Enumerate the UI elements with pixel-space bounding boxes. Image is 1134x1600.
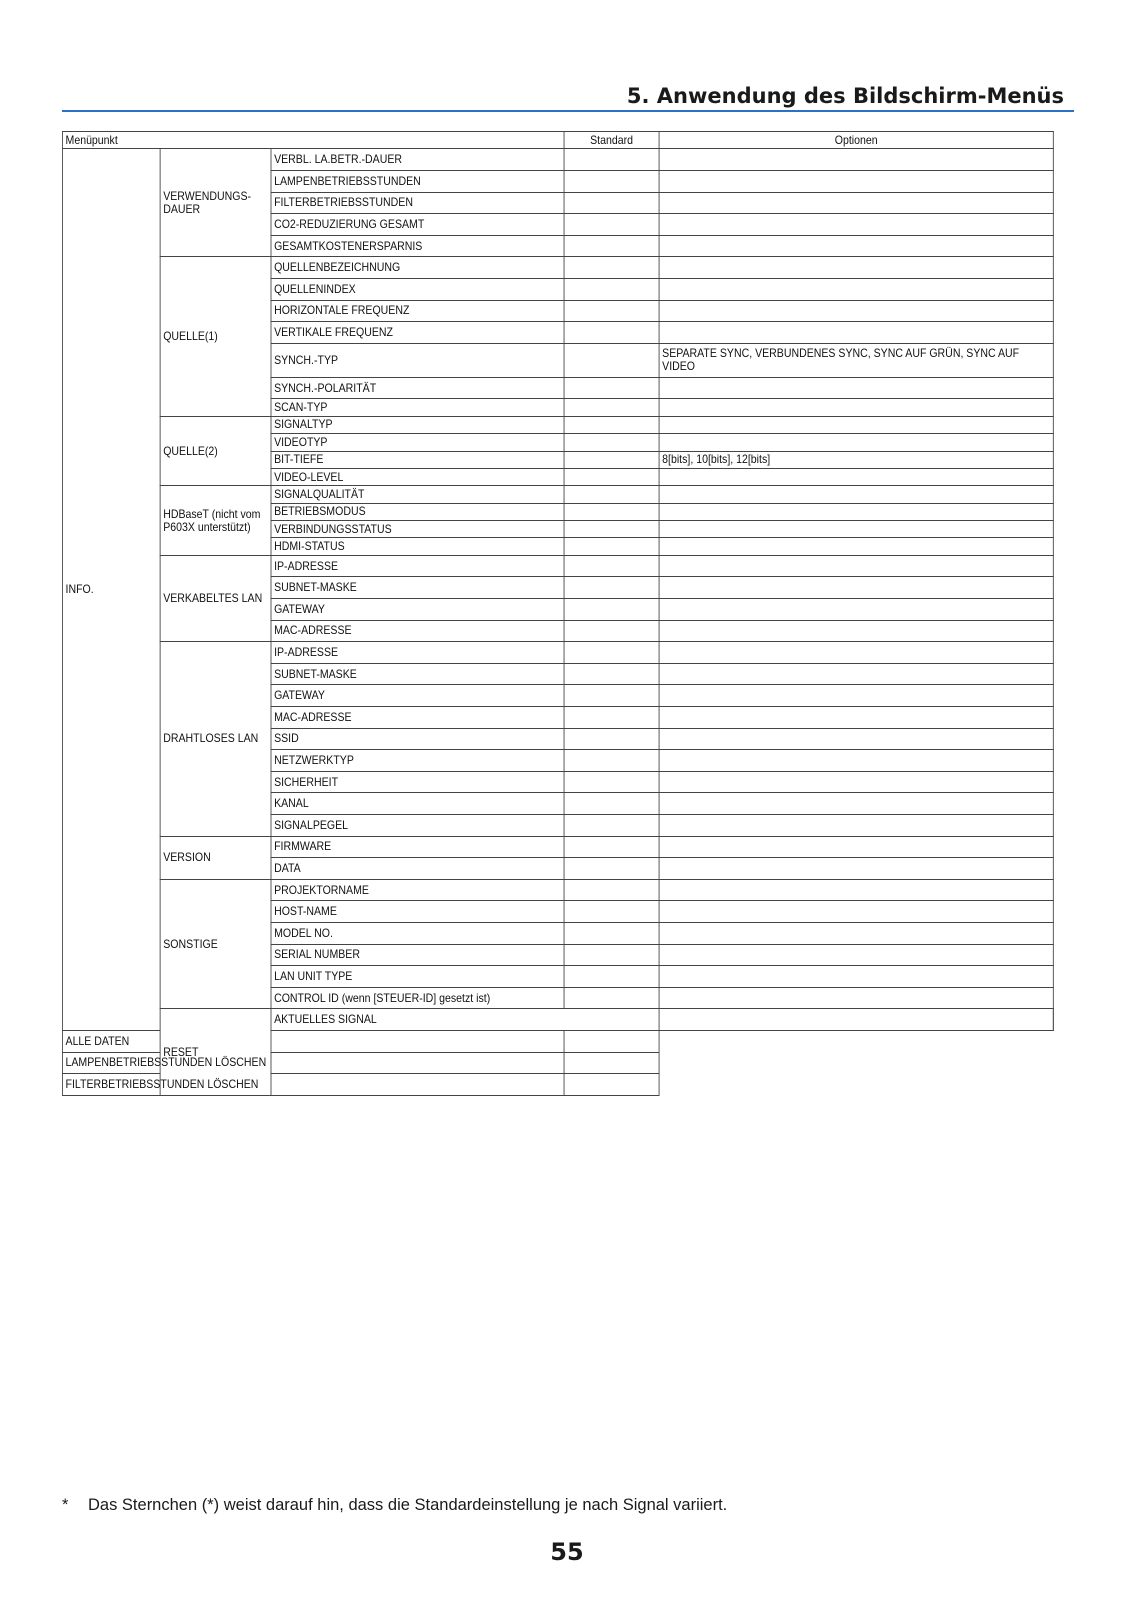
item-label: FILTERBETRIEBSSTUNDEN LÖSCHEN	[62, 1074, 271, 1096]
item-label: QUELLENBEZEICHNUNG	[271, 257, 564, 279]
standard-cell	[564, 503, 659, 520]
standard-cell	[564, 836, 659, 858]
standard-cell	[564, 343, 659, 377]
item-label: CO2-REDUZIERUNG GESAMT	[271, 214, 564, 236]
standard-cell	[564, 642, 659, 664]
item-label: SUBNET-MASKE	[271, 663, 564, 685]
options-cell	[659, 377, 1053, 399]
page-header-title: 5. Anwendung des Bildschirm-Menüs	[626, 84, 1064, 108]
standard-cell	[564, 451, 659, 468]
item-label: MAC-ADRESSE	[271, 620, 564, 642]
options-cell	[659, 434, 1053, 451]
item-label: NETZWERKTYP	[271, 750, 564, 772]
options-cell	[659, 503, 1053, 520]
table-row	[62, 149, 1053, 171]
header-options: Optionen	[659, 132, 1053, 149]
standard-cell	[564, 149, 659, 171]
standard-cell	[564, 793, 659, 815]
item-label: FILTERBETRIEBSSTUNDEN	[271, 192, 564, 214]
options-cell	[659, 858, 1053, 880]
footnote	[62, 1496, 727, 1515]
standard-cell	[564, 771, 659, 793]
standard-cell	[564, 663, 659, 685]
item-label: DATA	[271, 858, 564, 880]
options-cell	[659, 663, 1053, 685]
item-label: VIDEOTYP	[271, 434, 564, 451]
item-label: MODEL NO.	[271, 922, 564, 944]
table-row	[62, 642, 1053, 664]
item-label: QUELLENINDEX	[271, 278, 564, 300]
item-label: SUBNET-MASKE	[271, 577, 564, 599]
item-label: IP-ADRESSE	[271, 555, 564, 577]
subgroup-source2: QUELLE(2)	[160, 416, 271, 486]
item-label: LAMPENBETRIEBSSTUNDEN LÖSCHEN	[62, 1052, 271, 1074]
standard-cell	[271, 1074, 564, 1096]
item-label: VERBL. LA.BETR.-DAUER	[271, 149, 564, 171]
item-label: FIRMWARE	[271, 836, 564, 858]
header-standard: Standard	[564, 132, 659, 149]
standard-cell	[564, 814, 659, 836]
menu-table	[62, 131, 1054, 1096]
options-cell	[659, 599, 1053, 621]
options-cell	[659, 214, 1053, 236]
options-cell	[659, 685, 1053, 707]
group-info: INFO.	[62, 149, 160, 1031]
standard-cell	[564, 728, 659, 750]
standard-cell	[564, 538, 659, 555]
item-label: SIGNALTYP	[271, 416, 564, 433]
item-label: ALLE DATEN	[62, 1030, 271, 1052]
options-cell	[659, 538, 1053, 555]
table-row	[62, 416, 1053, 433]
item-label: HDMI-STATUS	[271, 538, 564, 555]
item-label: GATEWAY	[271, 599, 564, 621]
table-row	[62, 486, 1053, 503]
footnote-text: Das Sternchen (*) weist darauf hin, dass die Standardeinstellung je nach Signal variiert.	[88, 1496, 728, 1514]
item-label: SERIAL NUMBER	[271, 944, 564, 966]
item-label: KANAL	[271, 793, 564, 815]
header-menu-item: Menüpunkt	[62, 132, 564, 149]
options-cell	[659, 577, 1053, 599]
standard-cell	[564, 685, 659, 707]
item-label: CONTROL ID (wenn [STEUER-ID] gesetzt ist)	[271, 987, 564, 1009]
standard-cell	[564, 901, 659, 923]
item-label: VIDEO-LEVEL	[271, 468, 564, 485]
options-cell	[659, 771, 1053, 793]
standard-cell	[564, 879, 659, 901]
options-cell	[659, 235, 1053, 257]
options-cell	[659, 555, 1053, 577]
item-label: VERBINDUNGSSTATUS	[271, 521, 564, 538]
item-label: BETRIEBSMODUS	[271, 503, 564, 520]
options-cell	[659, 922, 1053, 944]
standard-cell	[564, 750, 659, 772]
options-cell	[659, 170, 1053, 192]
item-label: PROJEKTORNAME	[271, 879, 564, 901]
standard-cell	[564, 214, 659, 236]
standard-cell	[564, 707, 659, 729]
standard-cell	[564, 521, 659, 538]
item-label: HORIZONTALE FREQUENZ	[271, 300, 564, 322]
item-label: SCAN-TYP	[271, 399, 564, 416]
item-label: LAN UNIT TYPE	[271, 966, 564, 988]
options-cell	[659, 944, 1053, 966]
standard-cell	[564, 858, 659, 880]
standard-cell	[564, 434, 659, 451]
table-header-row	[62, 132, 1053, 149]
standard-cell	[564, 555, 659, 577]
item-label: SYNCH.-POLARITÄT	[271, 377, 564, 399]
standard-cell	[564, 486, 659, 503]
options-cell	[659, 521, 1053, 538]
item-label: SIGNALQUALITÄT	[271, 486, 564, 503]
item-label: SYNCH.-TYP	[271, 343, 564, 377]
standard-cell	[564, 620, 659, 642]
options-cell	[659, 300, 1053, 322]
standard-cell	[564, 416, 659, 433]
subgroup-version: VERSION	[160, 836, 271, 879]
options-cell	[564, 1030, 659, 1052]
standard-cell	[564, 257, 659, 279]
options-cell	[659, 750, 1053, 772]
options-cell	[659, 192, 1053, 214]
standard-cell	[564, 987, 659, 1009]
standard-cell	[564, 300, 659, 322]
page-number: 55	[550, 1538, 584, 1566]
options-cell: SEPARATE SYNC, VERBUNDENES SYNC, SYNC AUF GRÜN, SYNC AUF VIDEO	[659, 343, 1053, 377]
footnote-mark: *	[62, 1496, 69, 1514]
options-cell	[659, 278, 1053, 300]
options-cell	[659, 987, 1053, 1009]
options-cell	[659, 707, 1053, 729]
options-cell	[659, 149, 1053, 171]
standard-cell	[564, 322, 659, 344]
options-cell	[659, 901, 1053, 923]
standard-cell	[564, 966, 659, 988]
standard-cell	[271, 1030, 564, 1052]
item-label: HOST-NAME	[271, 901, 564, 923]
subgroup-wireless-lan: DRAHTLOSES LAN	[160, 642, 271, 836]
table-row	[62, 1074, 1053, 1096]
subgroup-usage: VERWENDUNGS-DAUER	[160, 149, 271, 257]
table-row	[62, 1009, 1053, 1031]
standard-cell	[564, 192, 659, 214]
header-rule	[62, 110, 1074, 112]
item-label: MAC-ADRESSE	[271, 707, 564, 729]
options-cell	[659, 322, 1053, 344]
options-cell	[659, 468, 1053, 485]
item-label: SSID	[271, 728, 564, 750]
group-reset: RESET	[160, 1009, 271, 1095]
options-cell	[659, 728, 1053, 750]
options-cell	[659, 486, 1053, 503]
subgroup-others: SONSTIGE	[160, 879, 271, 1009]
standard-cell	[659, 1009, 1053, 1031]
subgroup-hdbaset: HDBaseT (nicht vom P603X unterstützt)	[160, 486, 271, 556]
options-cell	[659, 793, 1053, 815]
standard-cell	[564, 922, 659, 944]
standard-cell	[564, 235, 659, 257]
options-cell	[659, 642, 1053, 664]
item-label: AKTUELLES SIGNAL	[271, 1009, 659, 1031]
standard-cell	[564, 944, 659, 966]
options-cell	[659, 966, 1053, 988]
options-cell: 8[bits], 10[bits], 12[bits]	[659, 451, 1053, 468]
standard-cell	[271, 1052, 564, 1074]
options-cell	[564, 1074, 659, 1096]
options-cell	[659, 416, 1053, 433]
subgroup-wired-lan: VERKABELTES LAN	[160, 555, 271, 641]
table-row	[62, 1052, 1053, 1074]
item-label: BIT-TIEFE	[271, 451, 564, 468]
item-label: SICHERHEIT	[271, 771, 564, 793]
table-row	[62, 879, 1053, 901]
standard-cell	[564, 278, 659, 300]
item-label: IP-ADRESSE	[271, 642, 564, 664]
table-row	[62, 1030, 1053, 1052]
item-label: GATEWAY	[271, 685, 564, 707]
options-cell	[659, 399, 1053, 416]
options-cell	[659, 257, 1053, 279]
options-cell	[564, 1052, 659, 1074]
options-cell	[659, 620, 1053, 642]
standard-cell	[564, 377, 659, 399]
standard-cell	[564, 468, 659, 485]
standard-cell	[564, 577, 659, 599]
standard-cell	[564, 599, 659, 621]
standard-cell	[564, 170, 659, 192]
subgroup-source1: QUELLE(1)	[160, 257, 271, 416]
table-row	[62, 555, 1053, 577]
options-cell	[659, 814, 1053, 836]
item-label: LAMPENBETRIEBSSTUNDEN	[271, 170, 564, 192]
options-cell	[659, 836, 1053, 858]
item-label: GESAMTKOSTENERSPARNIS	[271, 235, 564, 257]
standard-cell	[564, 399, 659, 416]
table-row	[62, 836, 1053, 858]
item-label: VERTIKALE FREQUENZ	[271, 322, 564, 344]
options-cell	[659, 879, 1053, 901]
table-row	[62, 257, 1053, 279]
item-label: SIGNALPEGEL	[271, 814, 564, 836]
